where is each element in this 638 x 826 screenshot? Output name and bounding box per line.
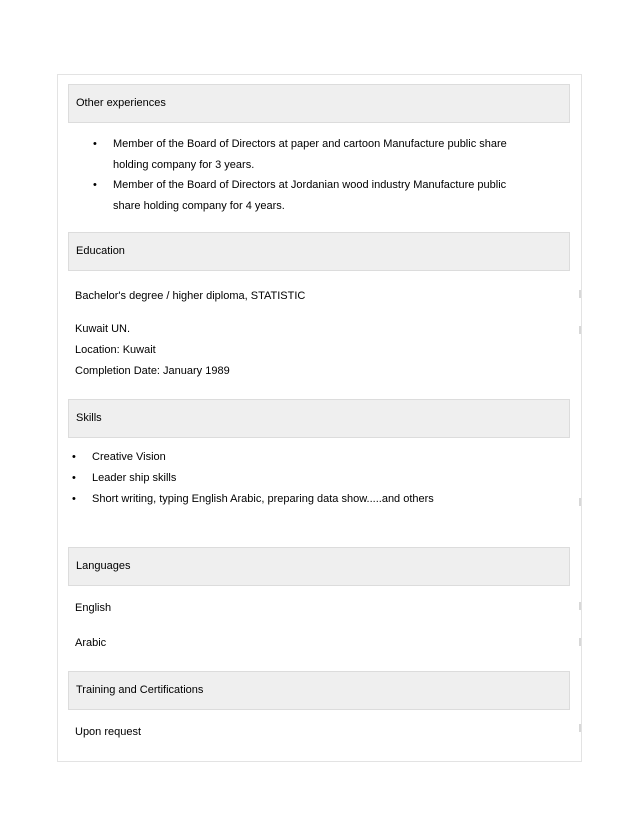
edge-mark (579, 290, 581, 298)
item-line: share holding company for 4 years. (113, 200, 285, 212)
language-item: English (75, 602, 112, 614)
bullet-icon: • (72, 451, 76, 463)
item-line: Member of the Board of Directors at paper and cartoon Manufacture public share (113, 138, 507, 150)
education-school: Kuwait UN. (75, 323, 131, 335)
section-title: Training and Certifications (76, 684, 204, 696)
skill-text: Short writing, typing English Arabic, preparing data show.....and others (92, 493, 434, 505)
skill-text: Leader ship skills (92, 472, 177, 484)
item-line: Member of the Board of Directors at Jordanian wood industry Manufacture public (113, 179, 507, 191)
section-title: Languages (76, 560, 131, 572)
section-title: Other experiences (76, 97, 166, 109)
training-text: Upon request (75, 726, 142, 738)
section-header-other-experiences (68, 84, 570, 123)
section-header-skills (68, 399, 570, 438)
edge-mark (579, 326, 581, 334)
language-item: Arabic (75, 637, 107, 649)
bullet-icon: • (93, 179, 97, 191)
section-header-education (68, 232, 570, 271)
edge-mark (579, 602, 581, 610)
education-degree: Bachelor's degree / higher diploma, STATISTIC (75, 290, 306, 302)
education-completion: Completion Date: January 1989 (75, 365, 230, 377)
section-title: Education (76, 245, 125, 257)
bullet-icon: • (93, 138, 97, 150)
item-line: holding company for 3 years. (113, 159, 255, 171)
section-header-training (68, 671, 570, 710)
education-location: Location: Kuwait (75, 344, 156, 356)
skill-text: Creative Vision (92, 451, 166, 463)
edge-mark (579, 724, 581, 732)
bullet-icon: • (72, 472, 76, 484)
section-header-languages (68, 547, 570, 586)
edge-mark (579, 498, 581, 506)
bullet-icon: • (72, 493, 76, 505)
edge-mark (579, 638, 581, 646)
section-title: Skills (76, 412, 102, 424)
